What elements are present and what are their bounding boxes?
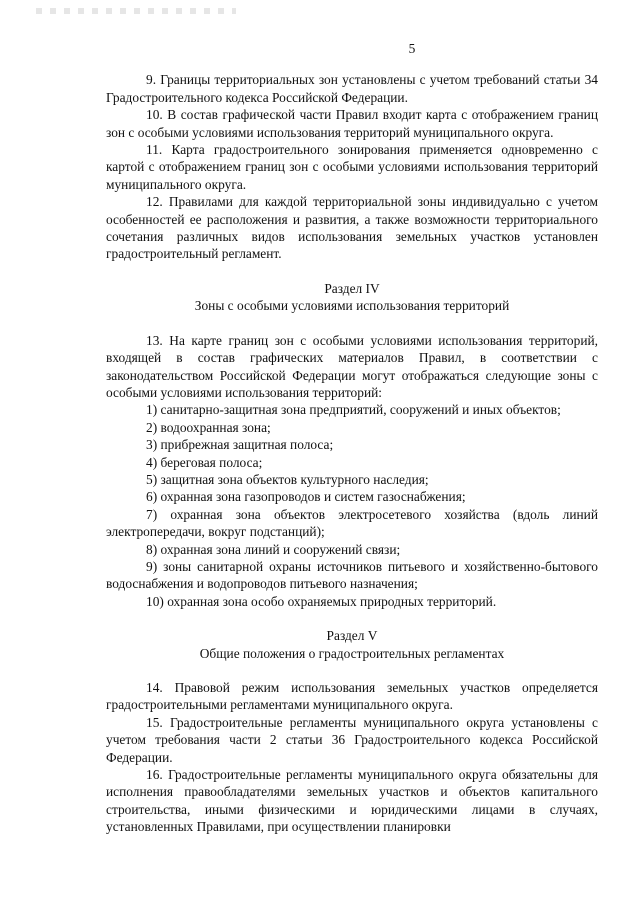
section-4-heading: Раздел IV — [324, 280, 380, 296]
list-item: 8) охранная зона линий и сооружений связи; — [146, 541, 401, 557]
list-item: 5) защитная зона объектов культурного наследия; — [146, 471, 429, 487]
paragraph-11: 11. Карта градостроительного зонирования применяется одновременно с картой с отображением границ зон с особыми условиями использования территорий муниципального округа. — [106, 142, 598, 192]
paragraph-10: 10. В состав графической части Правил входит карта с отображением границ зон с особыми условиями использования территорий муниципального округа. — [106, 107, 598, 140]
list-item: 2) водоохранная зона; — [146, 419, 271, 435]
paragraph-9: 9. Границы территориальных зон установлены с учетом требований статьи 34 Градостроительного кодекса Российской Федерации. — [106, 72, 598, 105]
page-number: 5 — [408, 41, 416, 56]
list-item: 6) охранная зона газопроводов и систем газоснабжения; — [146, 489, 466, 505]
list-item: 1) санитарно-защитная зона предприятий, сооружений и иных объектов; — [146, 402, 561, 418]
paragraph-12: 12. Правилами для каждой территориальной зоны индивидуально с учетом особенностей ее расположения и развития, а также возможности территориального сочетания различных видов использования земельных участков установлен градостроительный регламент. — [106, 194, 598, 262]
paragraph-13: 13. На карте границ зон с особыми условиями использования территорий, входящей в состав графических материалов Правил, в соответствии с законодательством Российской Федерации могут отображаться следующие зоны с особыми условиями использования территорий: — [106, 332, 598, 400]
list-item: 10) охранная зона особо охраняемых природных территорий. — [146, 593, 497, 609]
section-5-title: Общие положения о градостроительных регламентах — [199, 645, 505, 661]
section-5-heading: Раздел V — [326, 628, 378, 644]
paragraph-16: 16. Градостроительные регламенты муниципального округа обязательны для исполнения правообладателями земельных участков и объектов капитального строительства, иными физическими и юридическими лицами в случаях, установленных Правилами, при осуществлении планировки — [106, 767, 598, 835]
paragraph-15: 15. Градостроительные регламенты муниципального округа установлены с учетом требования части 2 статьи 36 Градостроительного кодекса Российской Федерации. — [106, 714, 598, 765]
list-item: 9) зоны санитарной охраны источников питьевого и хозяйственно-бытового водоснабжения и водопроводов питьевого назначения; — [106, 558, 598, 592]
list-item: 3) прибрежная защитная полоса; — [146, 437, 334, 453]
section-4-title: Зоны с особыми условиями использования территорий — [194, 298, 510, 314]
list-item: 7) охранная зона объектов электросетевого хозяйства (вдоль линий электропередачи, вокруг подстанций); — [106, 506, 598, 540]
paragraph-14: 14. Правовой режим использования земельных участков определяется градостроительными регламентами муниципального округа. — [106, 680, 598, 713]
list-item: 4) береговая полоса; — [146, 454, 263, 470]
